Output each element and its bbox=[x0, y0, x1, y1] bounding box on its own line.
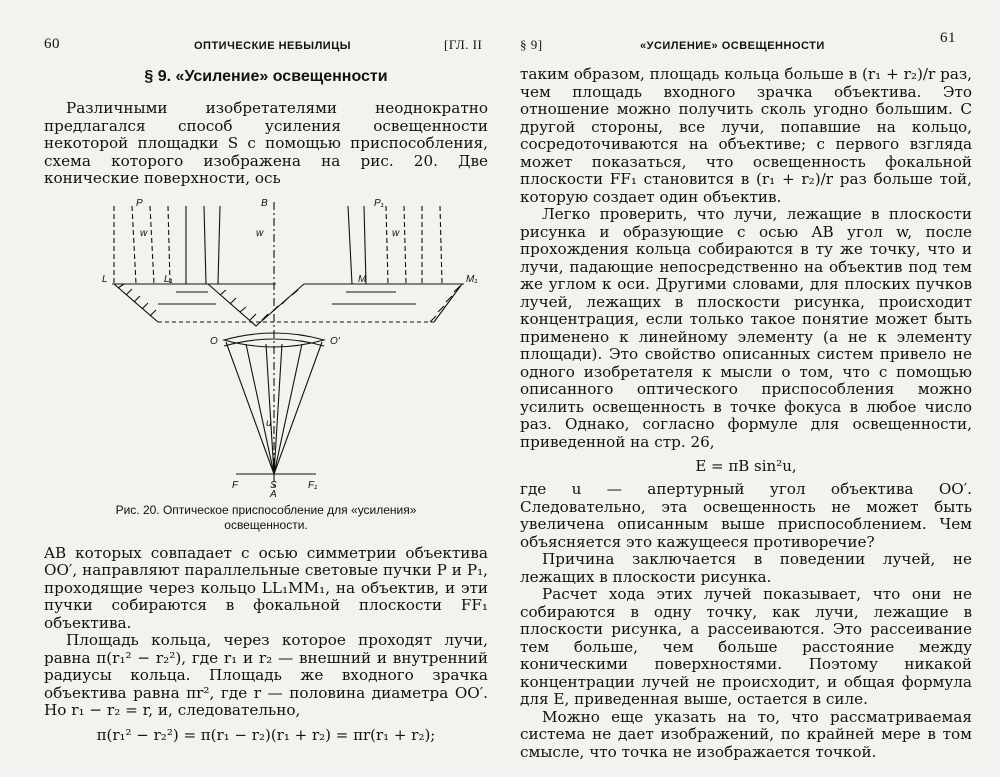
section-ref: § 9] bbox=[520, 37, 543, 52]
outer-cone bbox=[114, 284, 462, 322]
paragraph: Можно еще указать на то, что рассматриваемая система не дает изображений, по крайней мере в том смысле, что точка не изображается точкой. bbox=[520, 707, 972, 761]
paragraph: где u — апертурный угол объектива OO′. Следовательно, эта освещенность не может быть увеличена описанным выше приспособлением. Чем объясняется это кажущееся противоречие? bbox=[520, 480, 972, 551]
svg-text:O': O' bbox=[330, 335, 340, 347]
svg-text:M: M bbox=[358, 273, 367, 285]
svg-text:M₁: M₁ bbox=[466, 273, 478, 285]
paragraph: Расчет хода этих лучей показывает, что они не собираются в одну точку, как лучи, лежащие в плоскости рисунка, а рассеиваются. Это рассеивание тем больше, чем больше расстояние между коническими поверхностями. Поэтому никакой концентрации лучей не происходит, и общая формула для E, приведенная выше, остается в силе. bbox=[520, 585, 972, 708]
figure-20 bbox=[96, 192, 486, 497]
page-number: 61 bbox=[940, 30, 956, 46]
page-number: 60 bbox=[44, 36, 60, 52]
figure-caption: Рис. 20. Оптическое приспособление для «усиления» освещенности. bbox=[115, 502, 417, 532]
right-header bbox=[520, 0, 972, 52]
svg-text:F₁: F₁ bbox=[308, 479, 318, 491]
svg-text:A: A bbox=[270, 488, 277, 497]
svg-text:w: w bbox=[256, 227, 264, 239]
paragraph: таким образом, площадь кольца больше в (r₁ + r₂)/r раз, чем площадь входного зрачка объектива. Это отношение можно получить сколь угодно большим. С другой стороны, все лучи, попавшие на кольцо, сосредоточиваются на объективе; с первого взгляда может показаться, что освещенность фокальной плоскости FF₁ становится в (r₁ + r₂)/r раз больше той, которую создает один объектив. bbox=[520, 65, 972, 206]
svg-text:w: w bbox=[392, 227, 400, 239]
svg-text:L: L bbox=[102, 273, 108, 285]
paragraph: Легко проверить, что лучи, лежащие в плоскости рисунка и образующие с осью AB угол w, после прохождения кольца собираются в ту же точку, что и лучи, падающие непосредственно на объектив под тем же углом к оси. Другими словами, для плоских пучков лучей, лежащих в плоскости рисунка, происходит концентрация, если только такое понятие может быть применено к линейному элементу (а не к элементу площади). Это свойство описанных систем привело не одного изобретателя к мысли о том, что с помощью описанного оптического приспособления можно усилить освещенность в точке фокуса в любое число раз. Однако, согласно формуле для освещенности, приведенной на стр. 26, bbox=[520, 205, 972, 451]
svg-text:L₁: L₁ bbox=[164, 273, 173, 285]
svg-text:B: B bbox=[261, 197, 268, 209]
paragraph: Причина заключается в поведении лучей, не лежащих в плоскости рисунка. bbox=[520, 550, 972, 586]
svg-text:S: S bbox=[270, 479, 277, 491]
section-title: § 9. «Усиление» освещенности bbox=[144, 68, 388, 85]
paragraph: AB которых совпадает с осью симметрии объектива OO′, направляют параллельные световые пучки P и P₁, проходящие через кольцо LL₁MM₁, на объектив, и эти пучки собираются в фокальной плоскости FF₁ объектива. bbox=[44, 543, 488, 632]
svg-text:P₁: P₁ bbox=[374, 197, 384, 209]
svg-text:P: P bbox=[136, 197, 143, 209]
svg-text:u: u bbox=[266, 417, 272, 429]
svg-text:F: F bbox=[232, 479, 239, 491]
formula: E = πB sin²u, bbox=[695, 457, 797, 475]
inner-cone bbox=[208, 284, 304, 326]
right-page bbox=[500, 0, 1000, 777]
svg-text:w: w bbox=[140, 227, 148, 239]
formula: π(r₁² − r₂²) = π(r₁ − r₂)(r₁ + r₂) = πr(r₁ + r₂); bbox=[96, 725, 436, 744]
svg-text:O: O bbox=[210, 335, 218, 347]
running-title: «УСИЛЕНИЕ» ОСВЕЩЕННОСТИ bbox=[640, 40, 825, 52]
left-header bbox=[44, 0, 488, 52]
chapter-ref: [ГЛ. II bbox=[444, 37, 483, 52]
running-title: ОПТИЧЕСКИЕ НЕБЫЛИЦЫ bbox=[194, 40, 351, 52]
paragraph: Площадь кольца, через которое проходят лучи, равна π(r₁² − r₂²), где r₁ и r₂ — внешний и внутренний радиусы кольца. Площадь же входного зрачка объектива равна πr², где r — половина диаметра OO′. Но r₁ − r₂ = r, и, следовательно, bbox=[44, 631, 488, 719]
paragraph: Различными изобретателями неоднократно предлагался способ усиления освещенности некоторой площадки S с помощью приспособления, схема которого изображена на рис. 20. Две конические поверхности, ось bbox=[44, 99, 488, 187]
